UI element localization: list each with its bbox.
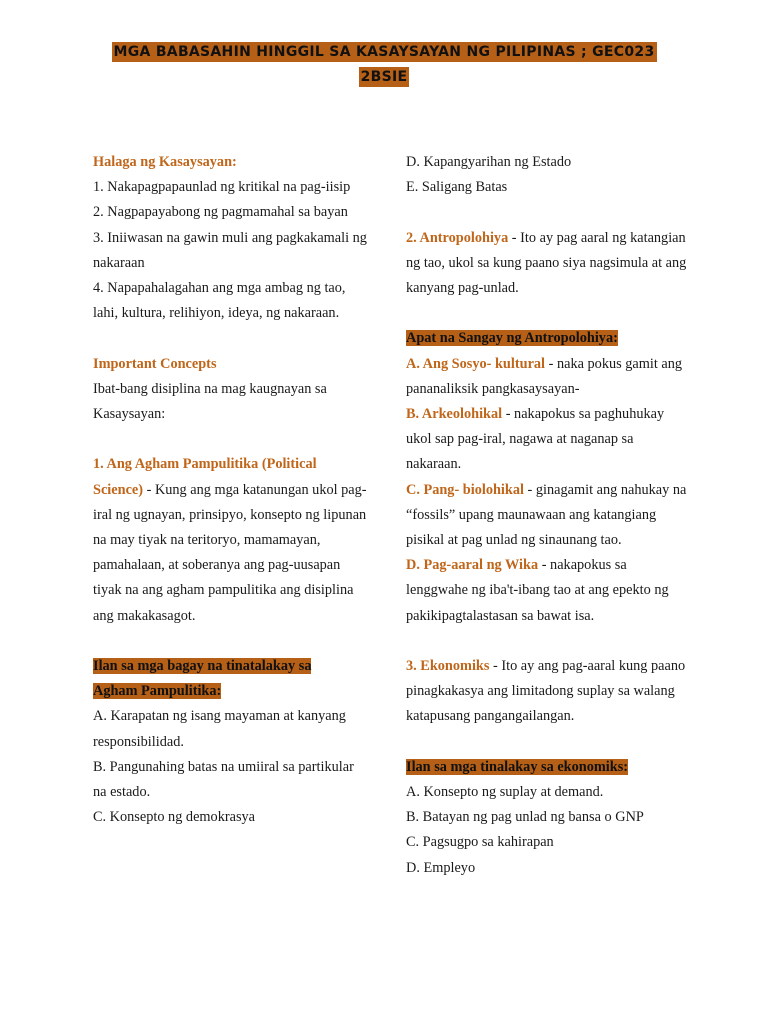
sangay-term: C. Pang- biolohikal bbox=[406, 481, 524, 498]
cont-item: D. Kapangyarihan ng Estado bbox=[406, 154, 572, 170]
ilan-heading bbox=[93, 654, 368, 704]
antro-paragraph bbox=[406, 226, 691, 302]
eko-item: B. Batayan ng pag unlad ng bansa o GNP bbox=[406, 809, 644, 826]
eko-term: 3. Ekonomiks bbox=[406, 658, 490, 675]
sangay-term: D. Pag-aaral ng Wika bbox=[406, 557, 539, 574]
concepts-heading: Important Concepts bbox=[93, 355, 217, 372]
ilan-heading-line-2: Agham Pampulitika: bbox=[93, 683, 222, 700]
ilan-item: A. Karapatan ng isang mayaman at kanyang responsibilidad. bbox=[93, 708, 346, 750]
sangay-heading-wrap bbox=[406, 326, 691, 351]
halaga-heading: Halaga ng Kasaysayan: bbox=[93, 154, 237, 170]
agham-desc: - Kung ang mga katanungan ukol pag-iral ng ugnayan, prinsipyo, konsepto ng lipunan na may tiyak na teritoryo, mamamayan, pamahalaan, at soberanya ang pag-uusapan tiyak na ang agham pampulitika ang disiplina ang makakasagot. bbox=[93, 481, 367, 624]
sangay-term: B. Arkeolohikal bbox=[406, 406, 503, 422]
sangay-term: A. Ang Sosyo- kultural bbox=[406, 355, 546, 372]
eko-desc: - Ito ay ang pag-aaral kung paano pinagkakasya ang limitadong suplay sa walang katapusang pangangailangan. bbox=[406, 658, 686, 725]
antro-desc: - Ito ay pag aaral ng katangian ng tao, ukol sa kung paano siya nagsimula at ang kanyang pag-unlad. bbox=[406, 229, 687, 296]
halaga-item: 4. Napapahalagahan ang mga ambag ng tao, lahi, kultura, relihiyon, ideya, ng nakaraan. bbox=[93, 280, 346, 322]
eko-heading: Ilan sa mga tinalakay sa ekonomiks: bbox=[406, 758, 629, 775]
sangay-item bbox=[406, 553, 691, 603]
eko-heading-wrap bbox=[406, 755, 691, 780]
agham-paragraph bbox=[93, 452, 368, 628]
ilan-heading-line-1: Ilan sa mga bagay na tinatalakay sa bbox=[93, 658, 312, 675]
ilan-item: C. Konsepto ng demokrasya bbox=[93, 809, 256, 826]
sangay-desc: - nakapokus sa lenggwahe ng iba't-ibang tao at ang epekto ng bbox=[406, 557, 669, 599]
sangay-item bbox=[406, 352, 691, 402]
title-line-1: MGA BABASAHIN HINGGIL SA KASAYSAYAN NG PILIPINAS ; GEC023 bbox=[113, 44, 655, 60]
document-title bbox=[0, 40, 768, 90]
eko-item: C. Pagsugpo sa kahirapan bbox=[406, 834, 554, 851]
eko-paragraph bbox=[406, 654, 691, 730]
sangay-desc: - ginagamit ang nahukay na “fossils” upang maunawaan ang katangiang pisikal at pag unlad ng sinaunang tao. bbox=[406, 481, 687, 549]
sangay-desc: - nakapokus sa paghuhukay ukol sap pag-iral, nagawa at naganap sa nakaraan. bbox=[406, 406, 665, 473]
halaga-item: 3. Iniiwasan na gawin muli ang pagkakamali ng nakaraan bbox=[93, 229, 367, 271]
eko-item: A. Konsepto ng suplay at demand. bbox=[406, 784, 604, 801]
title-line-2: 2BSIE bbox=[360, 69, 408, 85]
cont-item: E. Saligang Batas bbox=[406, 179, 508, 196]
sangay-heading: Apat na Sangay ng Antropolohiya: bbox=[406, 330, 618, 347]
halaga-item: 2. Nagpapayabong ng pagmamahal sa bayan bbox=[93, 204, 348, 221]
agham-term: 1. Ang Agham Pampulitika (Political Science) bbox=[93, 456, 317, 498]
right-column bbox=[406, 150, 691, 881]
sangay-item bbox=[406, 478, 691, 554]
ilan-item: B. Pangunahing batas na umiiral sa partikular na estado. bbox=[93, 758, 354, 801]
sangay-desc: - naka pokus gamit ang pananaliksik pangkasaysayan- bbox=[406, 355, 683, 397]
eko-item: D. Empleyo bbox=[406, 859, 476, 876]
concepts-intro: Ibat-bang disiplina na mag kaugnayan sa Kasaysayan: bbox=[93, 380, 327, 423]
left-column bbox=[93, 150, 368, 830]
sangay-item bbox=[406, 402, 691, 478]
halaga-item: 1. Nakapagpapaunlad ng kritikal na pag-iisip bbox=[93, 179, 351, 196]
wika-continuation: pakikipagtalastasan sa bawat isa. bbox=[406, 607, 595, 624]
antro-term: 2. Antropolohiya bbox=[406, 229, 509, 246]
